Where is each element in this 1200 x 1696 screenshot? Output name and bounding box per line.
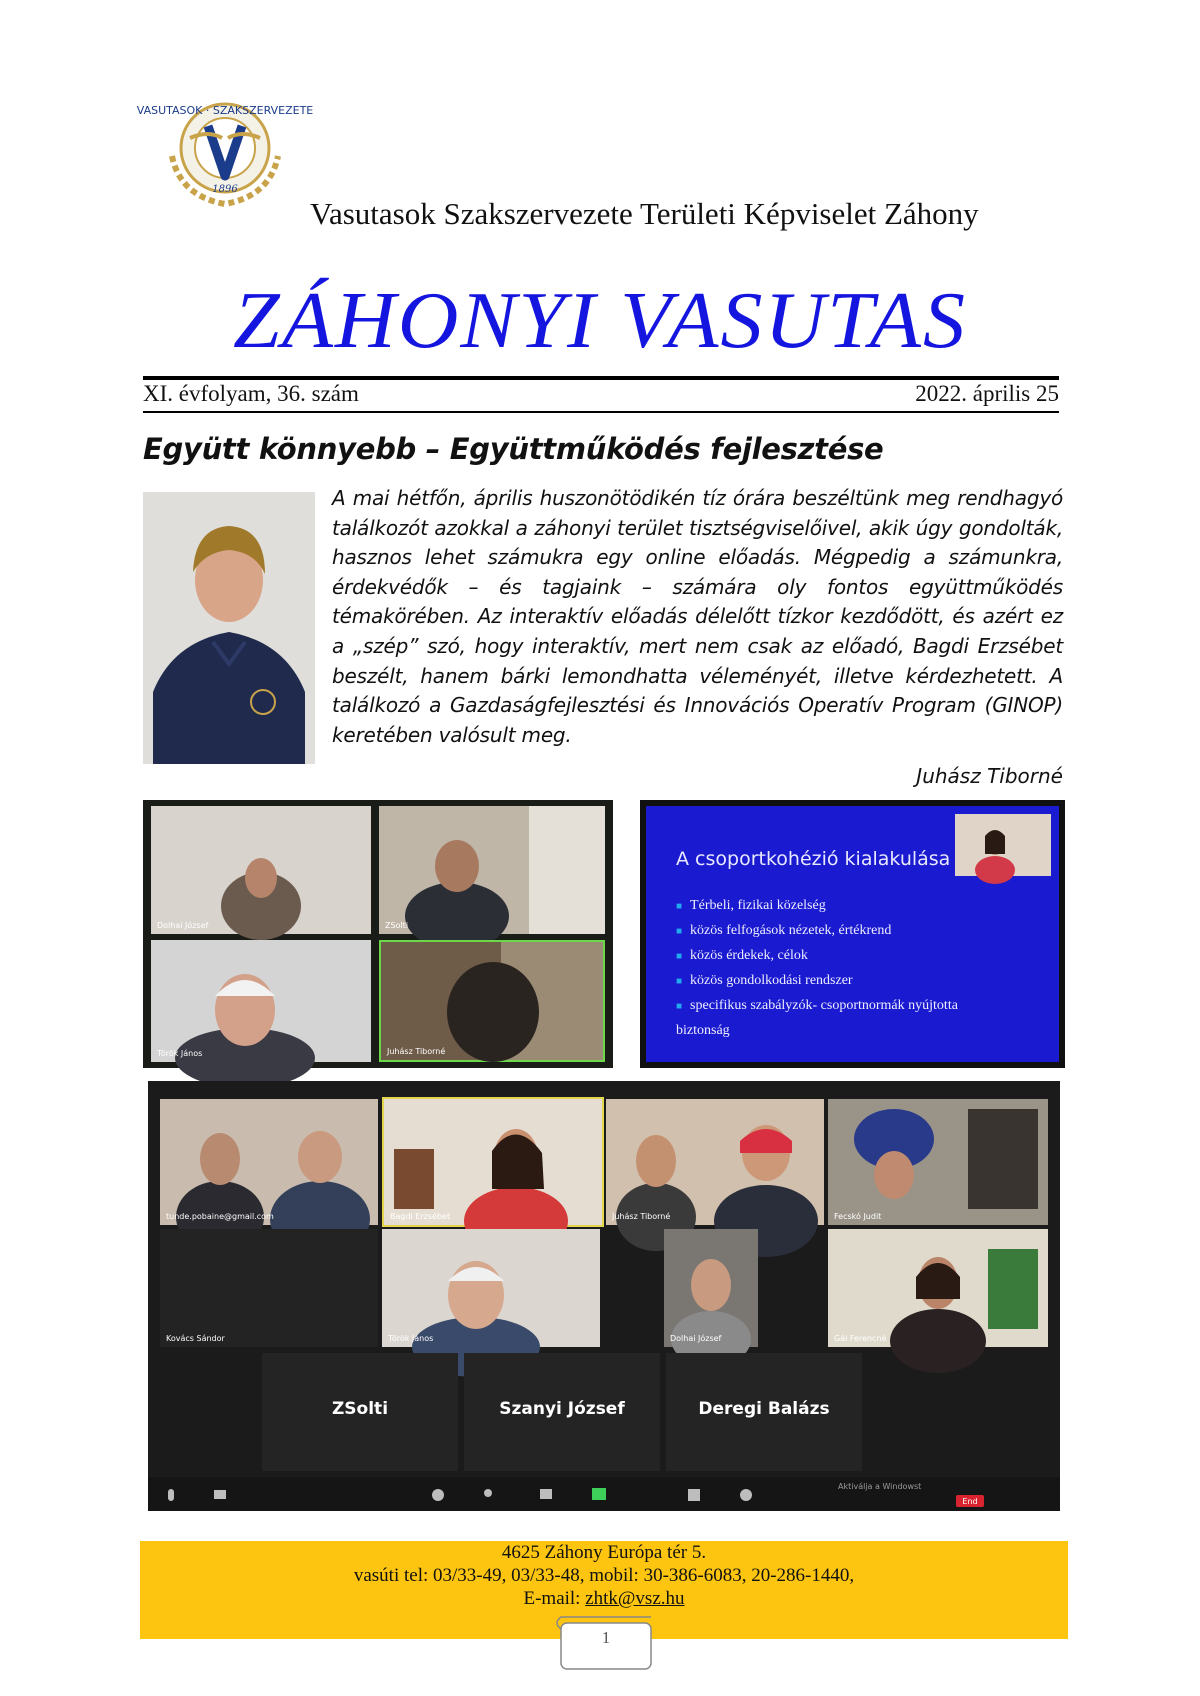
newsletter-title: ZÁHONYI VASUTAS bbox=[233, 275, 967, 366]
participant-name: Juhász Tiborné bbox=[387, 1047, 446, 1056]
author-portrait bbox=[143, 492, 315, 764]
article-author: Juhász Tiborné bbox=[916, 764, 1063, 788]
page-number: 1 bbox=[601, 1628, 611, 1647]
participant-name-large: Deregi Balázs bbox=[698, 1399, 830, 1419]
participant-image bbox=[151, 940, 371, 1062]
participant-image bbox=[664, 1229, 758, 1347]
call-tile bbox=[262, 1353, 458, 1471]
issue-date: 2022. április 25 bbox=[915, 381, 1059, 406]
slide-bullet: ■ Térbeli, fizikai közelség bbox=[676, 894, 976, 919]
call-tile bbox=[464, 1353, 660, 1471]
call-tile bbox=[828, 1099, 1048, 1225]
participant-image bbox=[160, 1099, 378, 1225]
participant-name: tunde.pobaine@gmail.com bbox=[166, 1212, 274, 1221]
participant-name: Dolhai József bbox=[670, 1334, 722, 1343]
call-toolbar bbox=[148, 1477, 1060, 1511]
call-tile bbox=[151, 806, 371, 934]
call-tile-active bbox=[379, 940, 605, 1062]
article-headline: Együtt könnyebb – Együttműködés fejlesztése bbox=[143, 432, 884, 466]
presenter-video bbox=[955, 814, 1051, 876]
participant-name: Török János bbox=[157, 1049, 203, 1058]
call-tile bbox=[606, 1099, 824, 1225]
footer-address: 4625 Záhony Európa tér 5. bbox=[501, 1542, 707, 1563]
participant-name: Kovács Sándor bbox=[166, 1334, 225, 1343]
slide-bullet: ■ közös gondolkodási rendszer bbox=[676, 969, 976, 994]
participant-name-large: Szanyi József bbox=[499, 1399, 625, 1419]
call-tile-active bbox=[382, 1097, 604, 1227]
windows-watermark: Aktiválja a Windowst bbox=[838, 1482, 922, 1491]
slide-bullet: ■ közös felfogások nézetek, értékrend bbox=[676, 919, 976, 944]
video-call-gallery-photo bbox=[148, 1081, 1060, 1511]
participant-image bbox=[828, 1099, 1048, 1225]
call-tile bbox=[664, 1229, 758, 1347]
participant-image bbox=[606, 1099, 824, 1225]
call-tile bbox=[828, 1229, 1048, 1347]
participant-name: ZSolti bbox=[385, 921, 409, 930]
participant-name-large: ZSolti bbox=[331, 1399, 389, 1419]
video-call-photo-1 bbox=[143, 800, 613, 1068]
call-tile bbox=[160, 1099, 378, 1225]
issue-number: XI. évfolyam, 36. szám bbox=[143, 381, 359, 406]
article-body: A mai hétfőn, április huszonötödikén tíz órára beszéltünk meg rendhagyó találkozót azokkal a záhonyi terület tisztségviselőivel, akik úgy gondolták, hasznos lehet számukra egy online előadás. Mégpedig a számunkra, érdekvédők – és tagjaink – számára oly fontos együttműködés témakörében. Az interaktív előadás délelőtt tízkor kezdődött, és azért ez a „szép” szó, hogy interaktív, mert nem csak az előadó, Bagdi Erzsébet beszélt, hanem bárki lemondhatta véleményét, illetve kérdezhetett. A találkozó a Gazdaságfejlesztési és Innovációs Operatív Program (GINOP) keretében valósult meg. bbox=[332, 486, 1063, 747]
logo-text: VASUTASOK · SZAKSZERVEZETE bbox=[136, 104, 314, 117]
call-tile bbox=[379, 806, 605, 934]
participant-name: Juhász Tiborné bbox=[612, 1212, 671, 1221]
participant-image bbox=[384, 1099, 602, 1225]
slide-bullet: ■ specifikus szabályzók- csoportnormák nyújtotta biztonság bbox=[676, 994, 976, 1043]
footer-email-line bbox=[140, 1587, 1068, 1610]
slide-bullets bbox=[676, 894, 976, 1043]
organization-name: Vasutasok Szakszervezete Területi Képviselet Záhony bbox=[310, 196, 979, 231]
footer-phones: vasúti tel: 03/33-49, 03/33-48, mobil: 30-386-6083, 20-286-1440, bbox=[353, 1565, 855, 1586]
top-rule bbox=[143, 376, 1059, 380]
bottom-rule bbox=[143, 411, 1059, 413]
call-tile bbox=[151, 940, 371, 1062]
call-tile bbox=[160, 1229, 378, 1347]
union-logo bbox=[136, 86, 314, 216]
logo-year: 1896 bbox=[212, 184, 238, 195]
participant-name: Bagdi Erzsébet bbox=[390, 1212, 451, 1221]
participant-image bbox=[828, 1229, 1048, 1347]
slide-title: A csoportkohézió kialakulása bbox=[676, 848, 951, 870]
call-tile bbox=[666, 1353, 862, 1471]
footer-email-link[interactable]: zhtk@vsz.hu bbox=[585, 1588, 685, 1609]
slide-bullet: ■ közös érdekek, célok bbox=[676, 944, 976, 969]
end-button-label: End bbox=[962, 1497, 978, 1506]
presenter-image bbox=[955, 814, 1051, 876]
participant-name: Dolhai József bbox=[157, 921, 209, 930]
participant-image bbox=[151, 806, 371, 934]
footer-email-label: E-mail: bbox=[523, 1588, 581, 1609]
toolbar-icons bbox=[148, 1477, 1060, 1511]
participant-image bbox=[382, 1229, 600, 1347]
participant-name: Gál Ferencné bbox=[834, 1334, 887, 1343]
participant-name: Török János bbox=[388, 1334, 434, 1343]
slide bbox=[646, 806, 1059, 1062]
call-tile bbox=[382, 1229, 600, 1347]
presentation-slide-photo bbox=[640, 800, 1065, 1068]
participant-name: Fecskó Judit bbox=[834, 1212, 882, 1221]
participant-image bbox=[381, 942, 603, 1060]
participant-image bbox=[379, 806, 605, 934]
